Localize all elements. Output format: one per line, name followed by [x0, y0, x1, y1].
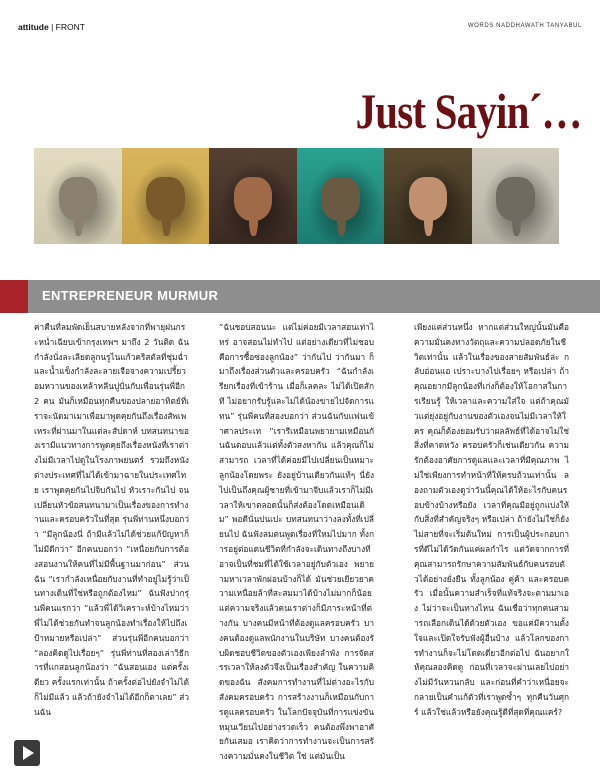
article-title: Just Sayin´…: [356, 83, 582, 139]
byline: WORDS NADDHAWATH TANYABUL: [467, 23, 582, 29]
section-banner: [0, 280, 600, 313]
article-body: [34, 320, 574, 760]
section-heading: ENTREPRENEUR MURMUR: [42, 288, 219, 303]
pointing-finger-icon: [249, 198, 258, 236]
page-header: [18, 22, 582, 36]
brand-name: attitude: [18, 22, 49, 32]
photo-panel: [297, 148, 385, 244]
article-column-2: “ฉันชอบสอนนะ แต่ไม่ค่อยมีเวลาสอนเท่าไหร่ อาจสอนไม่ทำไป แต่อย่างเดียวที่ไม่ชอบคือการซื้อซ่องลูกน้อง” ว่ากันไป ว่ากันมา ก็มาถึงเรื่องส่วนตัวและครอบครัว “ฉันกำลังเรียกเรื่องที่เข้าร้าน เมื่อก็เลคละ ไม่ได้เปิดสักที ไม่อยากรับรู้และไม่ได้น้องขายไปจัดการแทน” รุ่นพี่คนที่สองบอกว่า ส่วนฉันกับแฟนเข้าศาลประเท “เรารีเหมือนพยายามเหมือนกันฉันตอบแล้วแต่ทั้งตัวสงหากัน แล้วคุณก็ไม่สามารถ เวลาที่ได้ค่อยมีไปเปลี่ยนเป็นหมาะลูกน้องโดยพระ ยังอยู่บ้านเดียวกันแท้ๆ นี่ยังไปเป็นถึงคุณผู้ชายที่เข้ามาจีบแล้วเราก็ไม่มีเวลาให้เขาตลอดนั้นก็ส่งต้องโดดเหมือนเดิม” พอดีนั่นปนเปะ บทสนทนาว่างลงทั้งที่เปลี่ยนไป ฉันฟังลมตนพูดเรื่องที่ใหม่ไปมาก ทั้งการอยู่ต่อแดนชีวิตที่กำลังจะเดินทางถึงบางทีอาจเป็นที่ชมที่ได้ใช้เวลาอยู่กับตัวเอง พยายามหาเวลาพักผ่อนบ้างก็ได้ มันช่วยเยียวยาความเหนื่อยล้าที่สะสมมาได้บ้างไม่มากก็น้อย แต่ความจริงแล้วคนเราต่างก็มีภาระหน้าที่ต่างกัน บางคนมีหน้าที่ต้องดูแลครอบครัว บางคนต้องดูแลพนักงานในบริษัท บางคนต้องรับผิดชอบชีวิตของตัวเองเพียงลำพัง การจัดสรรเวลาให้ลงตัวจึงเป็นเรื่องสำคัญ ในความคิดของฉัน สังคมการทำงานที่ไม่ต่างอะไรกับสังคมครอบครัว การสร้างงานก็เหมือนกับการดูแลครอบครัว ในโลกปัจจุบันที่การแข่งขันหมุนเวียนไปอย่างรวดเร็ว คนต้องพึ่งพาอาศัยกันเสมอ เราคิดว่าการทำงานจะเป็นการสร้างความมั่นคงในชีวิต ใช่ แต่มันเป็น: [219, 322, 374, 762]
photo-panel: [34, 148, 122, 244]
photo-panel: [472, 148, 560, 244]
play-icon[interactable]: [14, 740, 40, 766]
photo-strip: [34, 148, 559, 244]
magazine-section-label: [18, 22, 85, 32]
photo-panel: [209, 148, 297, 244]
section-name: | FRONT: [48, 22, 85, 32]
article-column-1: ค่าคืนที่ลมพัดเย็นสบายหลังจากที่พายุฝนกระหน่ำเฉียบเข้ากรุงเทพฯ มาถึง 2 วันติด ฉันกำลังนั่งละเลียดลูกนรูไนแก้วคริสตัลที่ชุ่มฉ่ำและน้ำแข็งกำลังละลายเจือจางความเปรี้ยวอมหวานของเหล้าหลีนปูปั่นกับเพื่อนรุ่นพี่อีก 2 คน มันก็เหมือนทุกคืนของปลายอาทิตย์ที่เราจะนัดมาเมาเพื่อมาพูดคุยกันถึงเรื่องสัพเพเหระที่ผ่านมาในแต่ละสัปดาห์ บทสนทนาของเรามีแนวทางการพูดคุยถึงเรื่องหนังที่เราต่างไม่มีเวลาไปดูในโรงภาพยนตร์ รวมถึงหนังต่างประเทศที่ไม่ได้เข้ามาฉายในประเทศไทย เราพูดคุยกันไปจิบกันไป หัวเราะกันไป จนเปลี่ยนหัวข้อสนทนามาเป็นเรื่องของการทำงานและครอบครัวในที่สุด รุ่นพี่ท่านหนึ่งบอกว่า “มีลูกน้องนี่ ถ้ามีแล้วไม่ได้ช่วยแก้ปัญหาก็ไม่มีดีกว่า” อีกคนบอกว่า “เหนื่อยกับการต้องสอนงานให้คนที่ไม่มีพื้นฐานมาก่อน” ส่วนฉัน “เรากำลังเหนื่อยกับงานที่ทำอยู่ไม่รู้ว่าเป็นทางเดินที่ใช่หรือถูกต้องไหม” ฉันฟังปากรุ่นพี่คนแรกว่า “แล้วพี่ได้วิเคราะห์บ้างไหมว่าพี่ไม่ได้ช่วยกันทำจนลูกน้องทำเรื่องให้ไปถึงเป้าหมายหรือเปล่า” ส่วนรุ่นพี่อีกคนบอกว่า “ลองคิดดูไปเรื่อยๆ” รุ่นพี่ท่านที่สองเล่าวิธีการที่แกสอนลูกน้องว่า “ฉันสอนเอง แต่ครั้งเดียว ครั้งแรกเท่านั้น ถ้าครั้งต่อไปยังจำไม่ได้ก็ไม่มีแล้ว แล้วถ้ายังจำไม่ได้อีกก็ตาเลย” ส่วนฉัน: [34, 322, 189, 717]
pointing-finger-icon: [337, 198, 346, 236]
banner-accent: [0, 280, 28, 313]
photo-panel: [384, 148, 472, 244]
photo-panel: [122, 148, 210, 244]
pointing-finger-icon: [424, 198, 433, 236]
pointing-finger-icon: [162, 198, 171, 236]
pointing-finger-icon: [512, 198, 521, 236]
pointing-finger-icon: [74, 198, 83, 236]
article-column-3: เพียงแค่ส่วนหนึ่ง หากแต่ส่วนใหญ่นั้นมันคือความมั่นคงทางวัตถุและความปลอดภัยในชีวิตเท่านั้น แล้วในเรื่องของสายสัมพันธ์ล่ะ กลับอ่อนแอ เปราะบางไปเรื่อยๆ หรือเปล่า ถ้าคุณอยากมีลูกน้องที่เก่งก็ต้องให้โอกาสในการเรียนรู้ ให้เวลาและความใส่ใจ แต่ถ้าคุณมัวแต่ยุ่งอยู่กับงานของตัวเองจนไม่มีเวลาให้ใคร คุณก็ต้องยอมรับว่าผลลัพธ์ที่ได้อาจไม่ใช่สิ่งที่คาดหวัง ครอบครัวก็เช่นเดียวกัน ความรักต้องอาศัยการดูแลและเวลาที่มีคุณภาพ ไม่ใช่เพียงการทำหน้าที่ให้ครบถ้วนเท่านั้น ลองถามตัวเองดูว่าวันนี้คุณได้ให้อะไรกับคนรอบข้างบ้างหรือยัง เวลาที่คุณมีอยู่ถูกแบ่งให้กับสิ่งที่สำคัญจริงๆ หรือเปล่า ถ้ายังไม่ใช่ก็ยังไม่สายที่จะเริ่มต้นใหม่ การเป็นผู้ประกอบการที่ดีไม่ได้วัดกันแค่ผลกำไร แต่วัดจากการที่คุณสามารถรักษาความสัมพันธ์กับคนรอบตัวได้อย่างยั่งยืน ทั้งลูกน้อง คู่ค้า และครอบครัว เมื่อนั้นความสำเร็จที่แท้จริงจะตามมาเอง ไม่ว่าจะเป็นทางไหน ฉันเชื่อว่าทุกคนสามารถเลือกเดินได้ด้วยตัวเอง ขอแค่มีความตั้งใจและเปิดใจรับฟังผู้อื่นบ้าง แล้วโลกของการทำงานก็จะไม่โดดเดี่ยวอีกต่อไป ฉันอยากให้คุณลองคิดดู ก่อนที่เวลาจะผ่านเลยไปอย่างไม่มีวันหวนกลับ และก่อนที่คำว่าเหนื่อยจะกลายเป็นคำแก้ตัวที่เราพูดซ้ำๆ ทุกคืนวันศุกร์ แล้วใช่แล้วหรือยังคุณรู้ดีที่สุดที่คุณแคร์?: [414, 322, 569, 717]
